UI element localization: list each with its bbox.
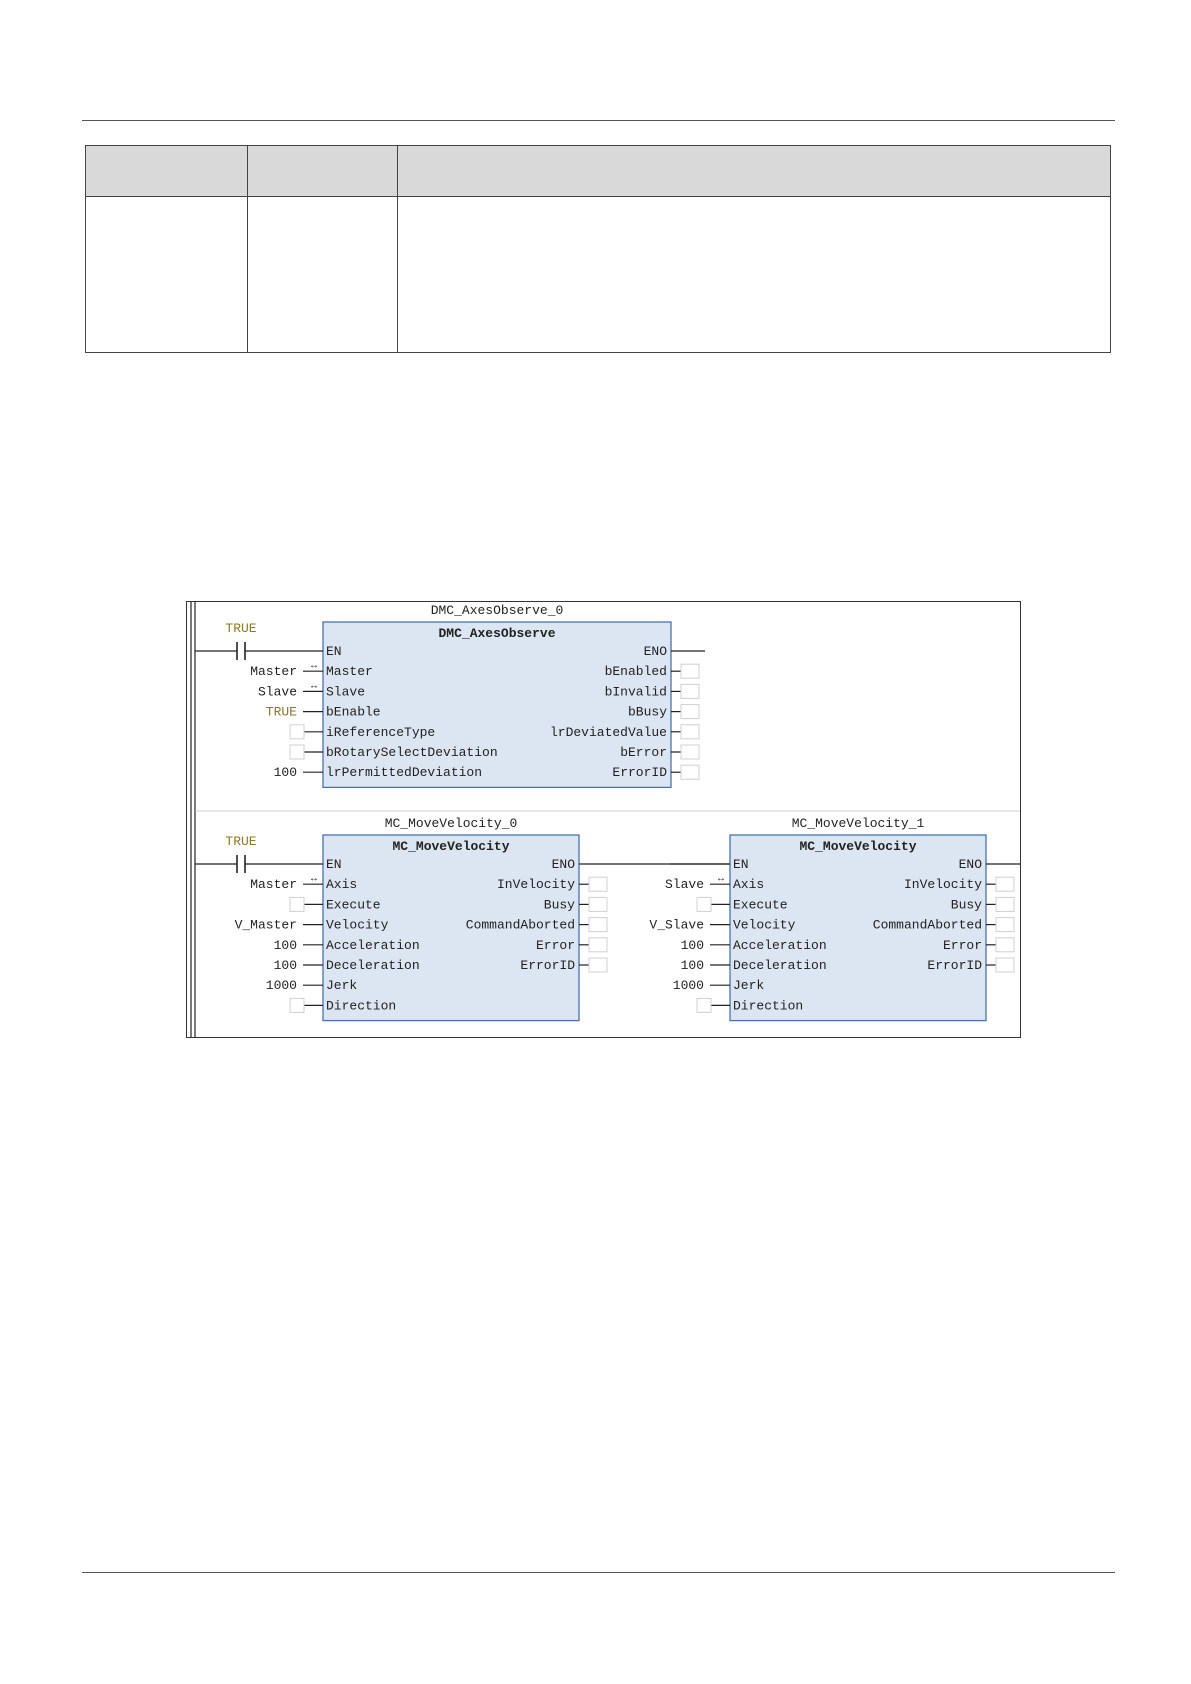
input-pin-Velocity: Velocity [733, 917, 796, 933]
input-pin-Acceleration: Acceleration [733, 937, 827, 953]
block-instance-name: MC_MoveVelocity_0 [384, 816, 518, 831]
input-pin-lrPermittedDeviation: lrPermittedDeviation [326, 765, 483, 781]
input-pin-Axis: Axis [733, 877, 765, 893]
input-pin-Deceleration: Deceleration [733, 958, 827, 973]
output-pin-bError: bError [620, 745, 667, 760]
input-value-label: 100 [273, 765, 297, 781]
contact-variable-label: TRUE [225, 621, 257, 636]
inout-arrow-icon: ↔ [310, 874, 318, 886]
input-pin-Jerk: Jerk [326, 978, 358, 994]
output-value-placeholder [681, 765, 699, 779]
output-pin-CommandAborted: CommandAborted [872, 917, 982, 933]
parameter-table [85, 145, 1111, 353]
input-pin-Direction: Direction [733, 998, 804, 1014]
inout-arrow-icon: ↔ [717, 874, 725, 886]
bottom-rule [82, 1572, 1115, 1573]
input-value-placeholder [290, 897, 304, 911]
block-type-name: MC_MoveVelocity [392, 839, 510, 854]
input-value-label: Slave [257, 684, 297, 700]
output-pin-Busy: Busy [950, 897, 982, 913]
output-pin-ErrorID: ErrorID [520, 958, 575, 973]
input-pin-Axis: Axis [326, 877, 358, 893]
output-value-placeholder [589, 897, 607, 911]
output-value-placeholder [589, 938, 607, 952]
input-value-placeholder [697, 897, 711, 911]
output-value-placeholder [996, 918, 1014, 932]
output-value-placeholder [996, 958, 1014, 972]
output-pin-bEnabled: bEnabled [604, 664, 667, 680]
table-column-divider-1 [247, 146, 248, 352]
input-value-label: Master [250, 877, 297, 893]
output-value-placeholder [681, 705, 699, 719]
output-pin-InVelocity: InVelocity [496, 877, 575, 893]
output-pin-Error: Error [942, 937, 982, 953]
output-pin-Busy: Busy [543, 897, 575, 913]
input-pin-bEnable: bEnable [326, 704, 381, 720]
input-value-placeholder [290, 725, 304, 739]
input-value-label: Master [250, 664, 297, 680]
output-pin-InVelocity: InVelocity [903, 877, 982, 893]
output-pin-lrDeviatedValue: lrDeviatedValue [549, 724, 667, 740]
input-value-label: 100 [680, 937, 704, 953]
input-value-label: TRUE [265, 704, 297, 720]
input-pin-bRotarySelectDeviation: bRotarySelectDeviation [326, 745, 498, 760]
output-value-placeholder [589, 958, 607, 972]
input-value-placeholder [290, 745, 304, 759]
output-pin-ErrorID: ErrorID [612, 765, 667, 781]
output-pin-ENO: ENO [643, 644, 667, 659]
block-instance-name: DMC_AxesObserve_0 [430, 603, 564, 618]
output-pin-CommandAborted: CommandAborted [465, 917, 575, 933]
table-header-row [86, 146, 1110, 197]
input-pin-EN: EN [326, 857, 342, 872]
input-value-label: 100 [273, 958, 297, 973]
output-value-placeholder [589, 918, 607, 932]
input-pin-Master: Master [326, 664, 373, 680]
block-type-name: DMC_AxesObserve [438, 626, 556, 641]
output-pin-ErrorID: ErrorID [927, 958, 982, 973]
output-pin-Error: Error [535, 937, 575, 953]
input-pin-iReferenceType: iReferenceType [326, 724, 436, 740]
contact-variable-label: TRUE [225, 834, 257, 849]
input-value-label: V_Master [234, 917, 297, 933]
output-value-placeholder [681, 745, 699, 759]
block-instance-name: MC_MoveVelocity_1 [791, 816, 925, 831]
output-value-placeholder [681, 725, 699, 739]
input-pin-Jerk: Jerk [733, 978, 765, 994]
input-pin-EN: EN [733, 857, 749, 872]
output-pin-bInvalid: bInvalid [604, 684, 667, 700]
input-pin-Deceleration: Deceleration [326, 958, 420, 973]
ladder-diagram-canvas [187, 602, 1021, 1038]
input-value-placeholder [290, 998, 304, 1012]
output-value-placeholder [681, 664, 699, 678]
input-value-label: 100 [680, 958, 704, 973]
output-pin-ENO: ENO [551, 857, 575, 872]
output-value-placeholder [996, 877, 1014, 891]
input-value-label: Slave [664, 877, 704, 893]
output-value-placeholder [681, 684, 699, 698]
input-value-label: 100 [273, 937, 297, 953]
input-pin-Direction: Direction [326, 998, 397, 1014]
input-value-label: 1000 [672, 978, 704, 994]
output-value-placeholder [996, 897, 1014, 911]
block-type-name: MC_MoveVelocity [799, 839, 917, 854]
ladder-diagram [186, 601, 1021, 1038]
input-pin-Execute: Execute [326, 897, 381, 913]
input-value-label: 1000 [265, 978, 297, 994]
input-pin-Acceleration: Acceleration [326, 937, 420, 953]
input-pin-EN: EN [326, 644, 342, 659]
table-column-divider-2 [397, 146, 398, 352]
input-pin-Execute: Execute [733, 897, 788, 913]
input-pin-Slave: Slave [326, 684, 366, 700]
output-pin-ENO: ENO [958, 857, 982, 872]
output-value-placeholder [996, 938, 1014, 952]
inout-arrow-icon: ↔ [310, 661, 318, 673]
inout-arrow-icon: ↔ [310, 681, 318, 693]
input-pin-Velocity: Velocity [326, 917, 389, 933]
output-value-placeholder [589, 877, 607, 891]
input-value-label: V_Slave [649, 917, 704, 933]
top-rule [82, 120, 1115, 121]
input-value-placeholder [697, 998, 711, 1012]
output-pin-bBusy: bBusy [627, 704, 667, 720]
